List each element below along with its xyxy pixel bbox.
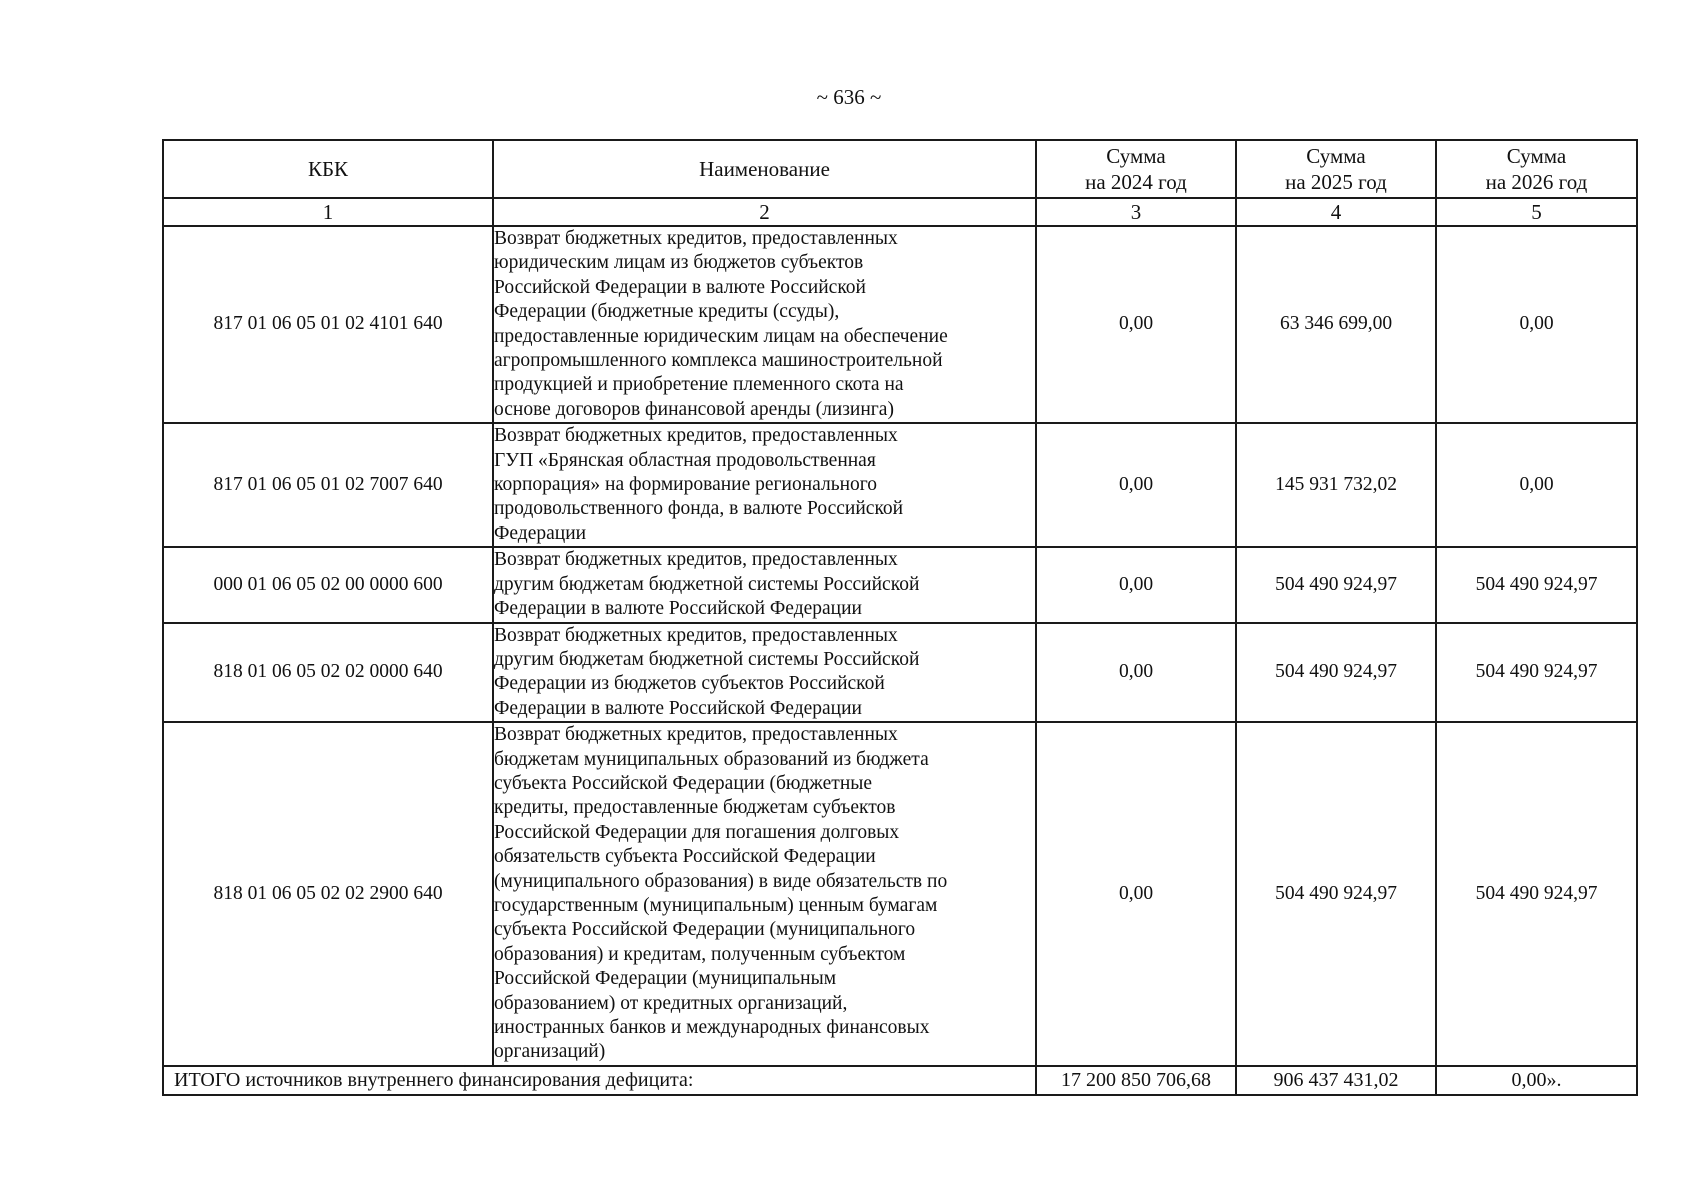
item-name-line: (муниципального образования) в виде обязательств по — [494, 870, 948, 892]
item-name-line: предоставленные юридическим лицам на обеспечение — [494, 325, 948, 347]
sum-2025-value: 504 490 924,97 — [1236, 547, 1436, 622]
sum-2026-value: 504 490 924,97 — [1436, 547, 1637, 622]
sum-2024-value: 0,00 — [1036, 547, 1236, 622]
total-row — [163, 1066, 1637, 1095]
item-name-line: Федерации в валюте Российской Федерации — [494, 598, 862, 620]
sum-2024-value: 0,00 — [1036, 423, 1236, 547]
page-number: ~ 636 ~ — [816, 85, 882, 109]
item-name-line: Федерации (бюджетные кредиты (ссуды), — [494, 301, 840, 323]
sum-2026-value: 504 490 924,97 — [1436, 722, 1637, 1066]
item-name-line: Федерации из бюджетов субъектов Российской — [494, 673, 885, 695]
table-row — [163, 722, 1637, 1066]
total-sum-2026: 0,00». — [1436, 1066, 1637, 1095]
item-name-line: корпорация» на формирование регионального — [494, 474, 878, 496]
item-name-line: Российской Федерации для погашения долговых — [494, 821, 900, 843]
kbk-code: 000 01 06 05 02 00 0000 600 — [163, 547, 493, 622]
sum-2026-value: 0,00 — [1436, 423, 1637, 547]
table-body — [163, 226, 1637, 1066]
item-name-line: государственным (муниципальным) ценным бумагам — [494, 894, 938, 916]
item-name-line: юридическим лицам из бюджетов субъектов — [494, 252, 864, 274]
table-header-row — [163, 140, 1637, 198]
sum-2026-value: 0,00 — [1436, 226, 1637, 423]
item-name-line: Российской Федерации (муниципальным — [494, 968, 837, 990]
item-name-line: Российской Федерации в валюте Российской — [494, 276, 866, 298]
column-number: 2 — [493, 198, 1036, 226]
item-name-line: Возврат бюджетных кредитов, предоставленных — [494, 549, 898, 571]
header-sum-2024: Сумма на 2024 год — [1036, 140, 1236, 198]
item-name-line: субъекта Российской Федерации (муниципального — [494, 919, 916, 941]
sum-2026-value: 504 490 924,97 — [1436, 623, 1637, 723]
item-name-line: Федерации в валюте Российской Федерации — [494, 697, 862, 719]
item-name — [493, 423, 1036, 547]
sum-2025-value: 504 490 924,97 — [1236, 623, 1436, 723]
sum-2024-value: 0,00 — [1036, 226, 1236, 423]
kbk-code: 818 01 06 05 02 02 0000 640 — [163, 623, 493, 723]
budget-sources-table — [162, 139, 1638, 1096]
item-name-line: ГУП «Брянская областная продовольственная — [494, 449, 876, 471]
item-name-line: Возврат бюджетных кредитов, предоставленных — [494, 624, 898, 646]
sum-2025-value: 145 931 732,02 — [1236, 423, 1436, 547]
item-name-line: другим бюджетам бюджетной системы Российской — [494, 573, 920, 595]
sum-2025-value: 504 490 924,97 — [1236, 722, 1436, 1066]
table-row — [163, 547, 1637, 622]
item-name-line: Возврат бюджетных кредитов, предоставленных — [494, 425, 898, 447]
item-name-line: Федерации — [494, 522, 587, 544]
column-number: 5 — [1436, 198, 1637, 226]
total-label: ИТОГО источников внутреннего финансирования дефицита: — [163, 1066, 1036, 1095]
header-kbk: КБК — [163, 140, 493, 198]
item-name — [493, 623, 1036, 723]
item-name-line: продукцией и приобретение племенного скота на — [494, 374, 904, 396]
kbk-code: 817 01 06 05 01 02 4101 640 — [163, 226, 493, 423]
item-name-line: основе договоров финансовой аренды (лизинга) — [494, 398, 894, 420]
item-name-line: Возврат бюджетных кредитов, предоставленных — [494, 228, 898, 249]
item-name — [493, 722, 1036, 1066]
item-name — [493, 547, 1036, 622]
total-sum-2025: 906 437 431,02 — [1236, 1066, 1436, 1095]
sum-2025-value: 63 346 699,00 — [1236, 226, 1436, 423]
item-name-line: образованием) от кредитных организаций, — [494, 992, 848, 1014]
table-row — [163, 623, 1637, 723]
table-row — [163, 226, 1637, 423]
item-name-line: другим бюджетам бюджетной системы Российской — [494, 648, 920, 670]
item-name-line: кредиты, предоставленные бюджетам субъектов — [494, 797, 896, 819]
item-name-line: агропромышленного комплекса машиностроительной — [494, 350, 943, 372]
item-name-line: организаций) — [494, 1041, 606, 1063]
item-name-line: обязательств субъекта Российской Федерации — [494, 846, 876, 868]
item-name-line: иностранных банков и международных финансовых — [494, 1017, 930, 1038]
item-name-line: образования) и кредитам, полученным субъектом — [494, 943, 906, 965]
column-number: 3 — [1036, 198, 1236, 226]
item-name-line: бюджетам муниципальных образований из бюджета — [494, 748, 929, 770]
total-sum-2024: 17 200 850 706,68 — [1036, 1066, 1236, 1095]
sum-2024-value: 0,00 — [1036, 623, 1236, 723]
sum-2024-value: 0,00 — [1036, 722, 1236, 1066]
header-sum-2026: Сумма на 2026 год — [1436, 140, 1637, 198]
column-number-row — [163, 198, 1637, 226]
kbk-code: 817 01 06 05 01 02 7007 640 — [163, 423, 493, 547]
item-name-line: субъекта Российской Федерации (бюджетные — [494, 772, 873, 794]
item-name-line: Возврат бюджетных кредитов, предоставленных — [494, 724, 898, 746]
kbk-code: 818 01 06 05 02 02 2900 640 — [163, 722, 493, 1066]
item-name — [493, 226, 1036, 423]
table-row — [163, 423, 1637, 547]
column-number: 1 — [163, 198, 493, 226]
item-name-line: продовольственного фонда, в валюте Российской — [494, 498, 904, 520]
column-number: 4 — [1236, 198, 1436, 226]
header-sum-2025: Сумма на 2025 год — [1236, 140, 1436, 198]
header-name: Наименование — [493, 140, 1036, 198]
